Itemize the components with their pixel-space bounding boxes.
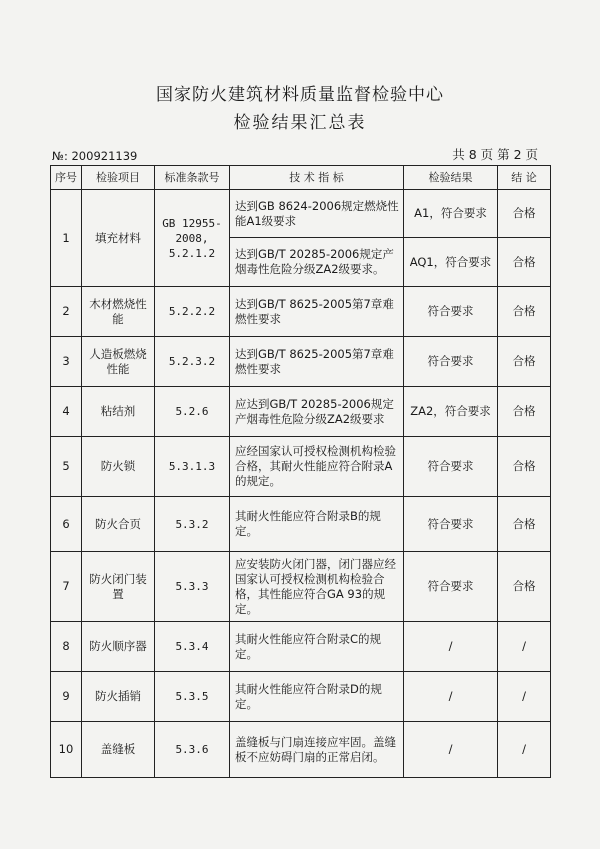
row-conclusion: 合格 xyxy=(498,287,551,337)
row-item: 防火锁 xyxy=(82,437,155,497)
row-no: 6 xyxy=(51,497,82,552)
row-clause: 5.2.2.2 xyxy=(155,287,230,337)
row-result: / xyxy=(404,722,498,778)
row-clause: GB 12955-2008, 5.2.1.2 xyxy=(155,190,230,287)
row-no: 3 xyxy=(51,337,82,387)
row-clause: 5.3.5 xyxy=(155,672,230,722)
table-header-row xyxy=(51,166,551,190)
row-result: / xyxy=(404,672,498,722)
row-clause: 5.3.1.3 xyxy=(155,437,230,497)
col-header-tech: 技 术 指 标 xyxy=(230,166,404,190)
row-no: 10 xyxy=(51,722,82,778)
row-item: 木材燃烧性能 xyxy=(82,287,155,337)
org-title: 国家防火建筑材料质量监督检验中心 xyxy=(156,85,444,105)
row-conclusion: 合格 xyxy=(498,387,551,437)
row-no: 7 xyxy=(51,552,82,622)
table-row xyxy=(51,552,551,622)
table-row xyxy=(51,722,551,778)
col-header-clause: 标准条款号 xyxy=(155,166,230,190)
row-tech: 盖缝板与门扇连接应牢固。盖缝板不应妨碍门扇的正常启闭。 xyxy=(230,722,404,778)
row-result: ZA2，符合要求 xyxy=(404,387,498,437)
row-clause: 5.3.6 xyxy=(155,722,230,778)
row-clause: 5.3.2 xyxy=(155,497,230,552)
row-no: 2 xyxy=(51,287,82,337)
row-conclusion: / xyxy=(498,672,551,722)
row-no: 9 xyxy=(51,672,82,722)
table-row xyxy=(51,337,551,387)
row-tech: 其耐火性能应符合附录D的规定。 xyxy=(230,672,404,722)
row-item: 人造板燃烧性能 xyxy=(82,337,155,387)
results-table xyxy=(50,165,551,778)
row-tech: 达到GB/T 20285-2006规定产烟毒性危险分级ZA2级要求。 xyxy=(230,238,404,287)
row-conclusion: 合格 xyxy=(498,552,551,622)
row-result: 符合要求 xyxy=(404,497,498,552)
row-conclusion: 合格 xyxy=(498,497,551,552)
row-item: 防火合页 xyxy=(82,497,155,552)
row-no: 4 xyxy=(51,387,82,437)
row-item: 填充材料 xyxy=(82,190,155,287)
col-header-item: 检验项目 xyxy=(82,166,155,190)
row-result: / xyxy=(404,622,498,672)
row-item: 防火闭门装置 xyxy=(82,552,155,622)
row-result: A1，符合要求 xyxy=(404,190,498,238)
page-indicator: 共 8 页 第 2 页 xyxy=(452,147,538,162)
row-result: 符合要求 xyxy=(404,287,498,337)
row-tech: 应达到GB/T 20285-2006规定产烟毒性危险分级ZA2级要求 xyxy=(230,387,404,437)
row-item: 防火顺序器 xyxy=(82,622,155,672)
row-no: 5 xyxy=(51,437,82,497)
row-no: 1 xyxy=(51,190,82,287)
col-header-result: 检验结果 xyxy=(404,166,498,190)
row-item: 防火插销 xyxy=(82,672,155,722)
row-clause: 5.2.3.2 xyxy=(155,337,230,387)
row-conclusion: 合格 xyxy=(498,190,551,238)
row-item: 粘结剂 xyxy=(82,387,155,437)
row-tech: 达到GB 8624-2006规定燃烧性能A1级要求 xyxy=(230,190,404,238)
row-clause: 5.2.6 xyxy=(155,387,230,437)
row-result: 符合要求 xyxy=(404,337,498,387)
document-number: №: 200921139 xyxy=(52,149,138,163)
row-conclusion: 合格 xyxy=(498,437,551,497)
row-conclusion: / xyxy=(498,622,551,672)
row-conclusion: 合格 xyxy=(498,238,551,287)
row-conclusion: / xyxy=(498,722,551,778)
table-row xyxy=(51,287,551,337)
row-result: 符合要求 xyxy=(404,437,498,497)
row-conclusion: 合格 xyxy=(498,337,551,387)
row-clause: 5.3.3 xyxy=(155,552,230,622)
row-tech: 应安装防火闭门器，闭门器应经国家认可授权检测机构检验合格，其性能应符合GA 93的规定。 xyxy=(230,552,404,622)
col-header-no: 序号 xyxy=(51,166,82,190)
row-tech: 达到GB/T 8625-2005第7章难燃性要求 xyxy=(230,287,404,337)
table-row xyxy=(51,190,551,238)
row-tech: 达到GB/T 8625-2005第7章难燃性要求 xyxy=(230,337,404,387)
table-row xyxy=(51,437,551,497)
row-tech: 其耐火性能应符合附录B的规定。 xyxy=(230,497,404,552)
row-tech: 其耐火性能应符合附录C的规定。 xyxy=(230,622,404,672)
row-item: 盖缝板 xyxy=(82,722,155,778)
row-result: AQ1，符合要求 xyxy=(404,238,498,287)
row-result: 符合要求 xyxy=(404,552,498,622)
row-clause: 5.3.4 xyxy=(155,622,230,672)
col-header-conclusion: 结 论 xyxy=(498,166,551,190)
table-row xyxy=(51,622,551,672)
table-row xyxy=(51,672,551,722)
report-title: 检验结果汇总表 xyxy=(233,113,367,133)
row-no: 8 xyxy=(51,622,82,672)
row-tech: 应经国家认可授权检测机构检验合格，其耐火性能应符合附录A的规定。 xyxy=(230,437,404,497)
table-row xyxy=(51,387,551,437)
table-row xyxy=(51,497,551,552)
